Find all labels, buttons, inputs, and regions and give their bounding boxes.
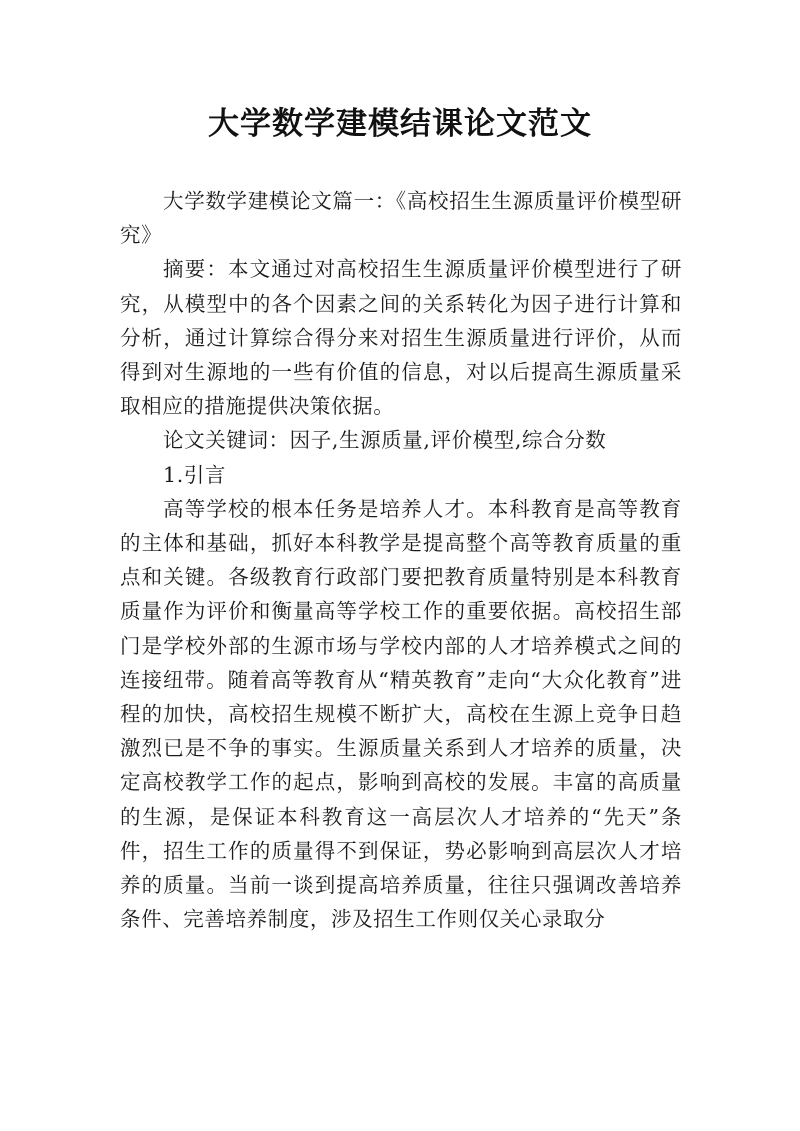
document-title: 大学数学建模结课论文范文 — [208, 106, 592, 142]
abstract-paragraph: 摘要：本文通过对高校招生生源质量评价模型进行了研究，从模型中的各个因素之间的关系转化为因子进行计算和分析，通过计算综合得分来对招生生源质量进行评价，从而得到对生源地的一些有价值的信息，对以后提高生源质量采取相应的措施提供决策依据。 — [120, 257, 682, 419]
document-body — [120, 184, 682, 936]
paper-heading-paragraph: 大学数学建模论文篇一：《高校招生生源质量评价模型研究》 — [120, 189, 682, 248]
introduction-paragraph: 高等学校的根本任务是培养人才。本科教育是高等教育的主体和基础，抓好本科教学是提高整个高等教育质量的重点和关键。各级教育行政部门要把教育质量特别是本科教育质量作为评价和衡量高等学校工作的重要依据。高校招生部门是学校外部的生源市场与学校内部的人才培养模式之间的连接纽带。随着高等教育从“精英教育”走向“大众化教育”进程的加快，高校招生规模不断扩大，高校在生源上竞争日趋激烈已是不争的事实。生源质量关系到人才培养的质量，决定高校教学工作的起点，影响到高校的发展。丰富的高质量的生源，是保证本科教育这一高层次人才培养的“先天”条件，招生工作的质量得不到保证，势必影响到高层次人才培养的质量。当前一谈到提高培养质量，往往只强调改善培养条件、完善培养制度，涉及招生工作则仅关心录取分 — [120, 496, 682, 932]
section-heading: 1.引言 — [163, 462, 227, 487]
keywords-paragraph: 论文关键词：因子,生源质量,评价模型,综合分数 — [163, 428, 607, 453]
